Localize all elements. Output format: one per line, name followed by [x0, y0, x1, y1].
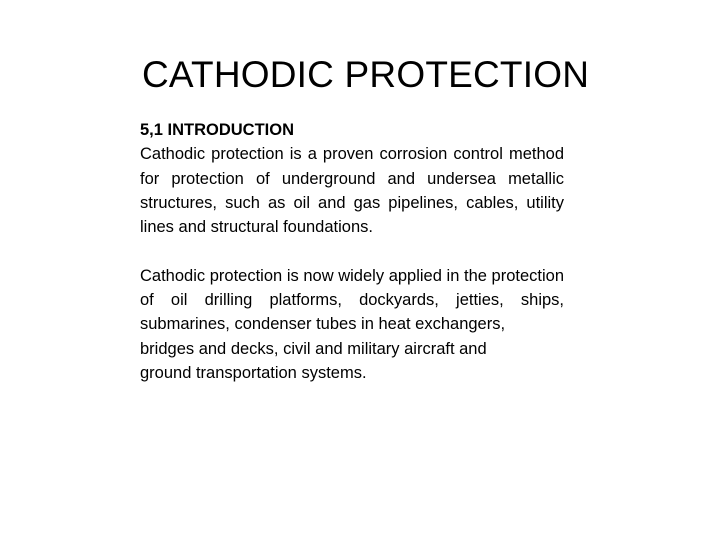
paragraph-applications-line-2: bridges and decks, civil and military aircraft and	[140, 339, 487, 358]
paragraph-spacer	[140, 239, 564, 263]
slide-title: CATHODIC PROTECTION	[142, 54, 590, 95]
section-heading: 5,1 INTRODUCTION	[140, 121, 295, 139]
paragraph-applications-line-3: ground transportation systems.	[140, 363, 367, 382]
paragraph-introduction: Cathodic protection is a proven corrosion control method for protection of underground and undersea metallic structures, such as oil and gas pipelines, cables, utility lines and structural foundations.	[140, 145, 564, 237]
paragraph-applications: Cathodic protection is now widely applied in the protection of oil drilling platforms, dockyards, jetties, ships, submarines, condenser tubes in heat exchangers,	[140, 266, 564, 334]
slide-body	[140, 118, 564, 385]
